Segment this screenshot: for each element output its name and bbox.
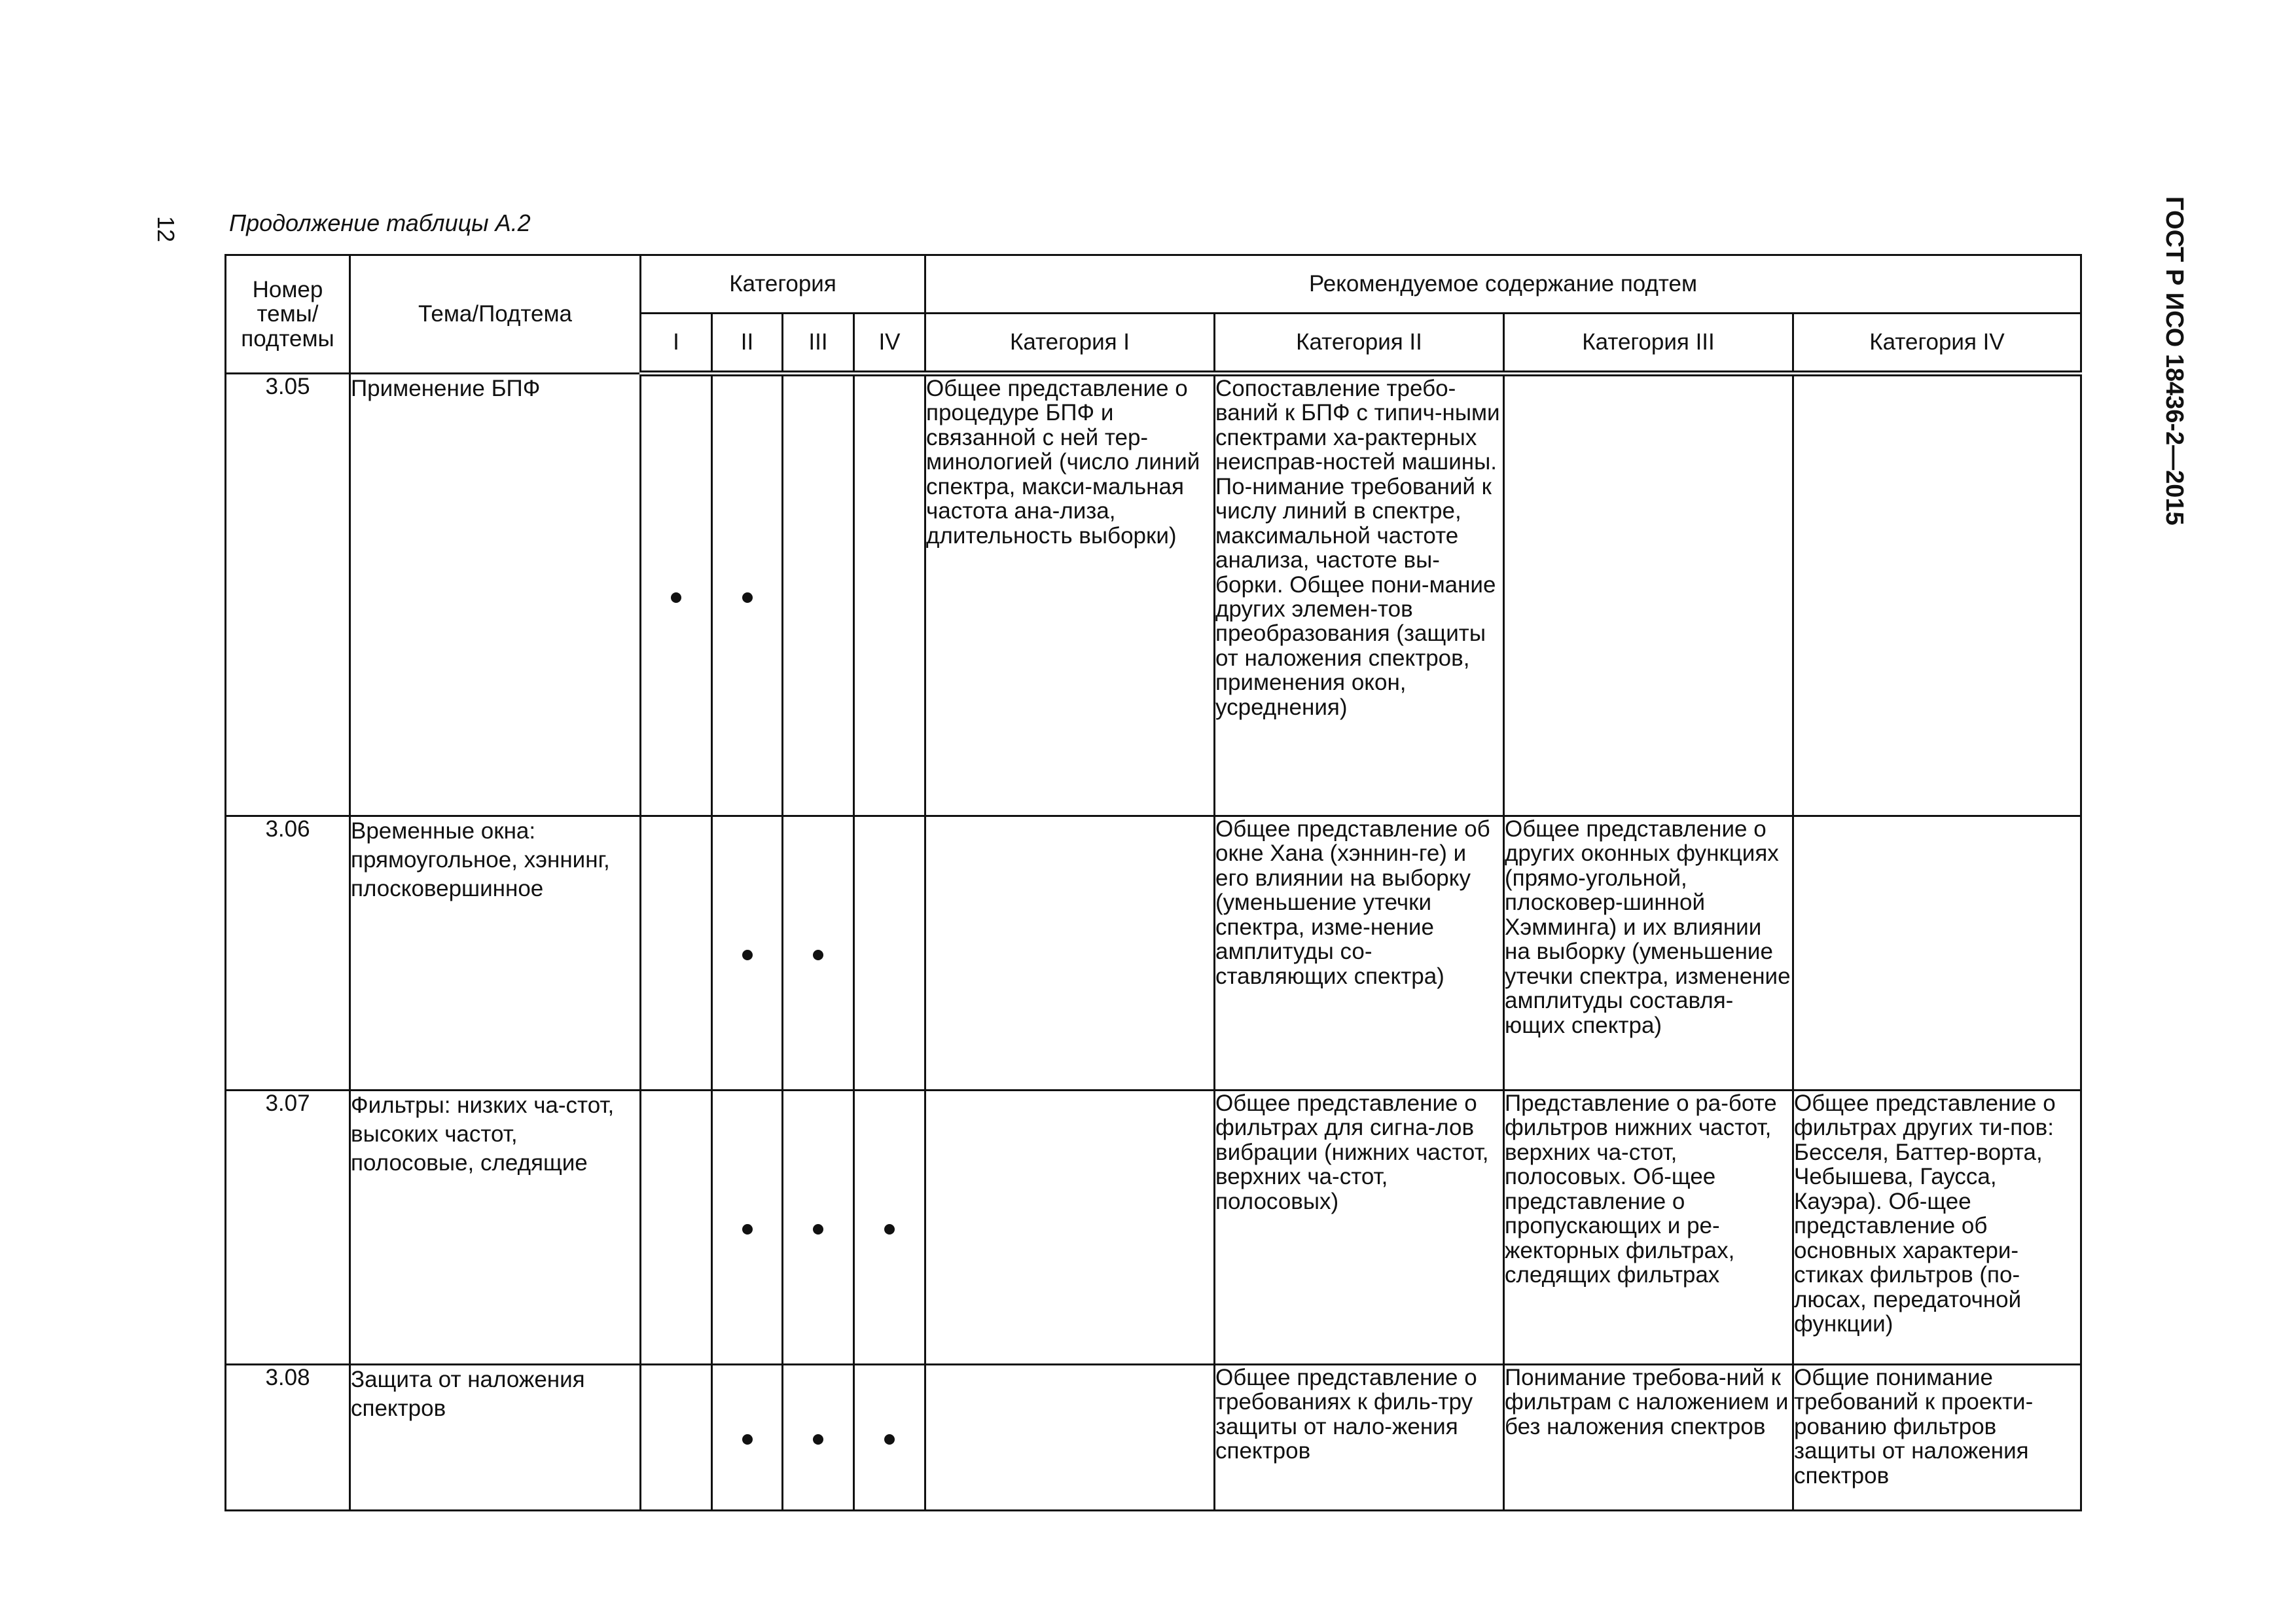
topic-number: 3.08 [226,1365,350,1511]
header-content-category-4: Категория IV [1793,314,2081,374]
table-row [226,1091,2081,1365]
content-category-2: Общее представление об окне Хана (хэннин-ге) и его влиянии на выборку (уменьшение утечки спектра, изме-нение амплитуды со-ставляющих спектра) [1215,816,1504,1091]
table-row [226,1365,2081,1511]
content-category-4: Общие понимание требований к проекти-рованию фильтров защиты от наложения спектров [1793,1365,2081,1511]
bullet-dot [813,950,823,960]
category-mark-cell [854,374,925,816]
header-content-category-3: Категория III [1504,314,1793,374]
content-category-1 [925,1365,1215,1511]
category-mark-cell [712,1365,783,1511]
topic-number: 3.06 [226,816,350,1091]
category-mark-cell [854,1365,925,1511]
header-level-1: I [641,314,712,374]
category-mark-cell [783,1365,854,1511]
topic-title: Фильтры: низких ча-стот, высоких частот, полосовые, следящие [350,1091,641,1365]
category-mark-cell [854,1091,925,1365]
topic-title: Применение БПФ [350,374,641,816]
category-mark-cell [641,374,712,816]
category-mark-cell [783,374,854,816]
content-category-3: Понимание требова-ний к фильтрам с наложением и без наложения спектров [1504,1365,1793,1511]
content-category-4: Общее представление о фильтрах других ти-пов: Бесселя, Баттер-ворта, Чебышева, Гаусса, Кауэра). Об-щее представление об основных характери-стиках фильтров (по-люсах, передаточной функции) [1793,1091,2081,1365]
header-category: Категория [641,255,925,314]
table-row [226,374,2081,816]
bullet-dot [742,1434,753,1445]
category-mark-cell [641,816,712,1091]
category-mark-cell [783,816,854,1091]
content-category-3: Общее представление о других оконных функциях (прямо-угольной, плосковер-шинной Хэмминга) и их влиянии на выборку (уменьшение утечки спектра, изменение амплитуды составля-ющих спектра) [1504,816,1793,1091]
bullet-dot [742,592,753,603]
category-mark-cell [783,1091,854,1365]
category-mark-cell [712,816,783,1091]
bullet-dot [671,592,681,603]
category-mark-cell [854,816,925,1091]
bullet-dot [813,1434,823,1445]
category-mark-cell [641,1365,712,1511]
bullet-dot [742,1224,753,1235]
content-category-4 [1793,374,2081,816]
content-category-2: Общее представление о требованиях к филь-тру защиты от нало-жения спектров [1215,1365,1504,1511]
topic-number: 3.07 [226,1091,350,1365]
content-category-3 [1504,374,1793,816]
content-category-3: Представление о ра-боте фильтров нижних частот, верхних ча-стот, полосовых. Об-щее представление о пропускающих и ре-жекторных фильтрах, следящих фильтрах [1504,1091,1793,1365]
content-category-2: Сопоставление требо-ваний к БПФ с типич-ными спектрами ха-рактерных неисправ-ностей машины. По-нимание требований к числу линий в спектре, максимальной частоте анализа, частоте вы-борки. Общее пони-мание других элемен-тов преобразования (защиты от наложения спектров, применения окон, усреднения) [1215,374,1504,816]
topic-title: Защита от наложения спектров [350,1365,641,1511]
bullet-dot [813,1224,823,1235]
header-level-3: III [783,314,854,374]
bullet-dot [884,1224,895,1235]
topic-number: 3.05 [226,374,350,816]
category-mark-cell [712,374,783,816]
table-row [226,816,2081,1091]
page-number: 12 [152,216,179,243]
content-category-1: Общее представление о процедуре БПФ и связанной с ней тер-минологией (число линий спектра, макси-мальная частота ана-лиза, длительность выборки) [925,374,1215,816]
content-category-2: Общее представление о фильтрах для сигна-лов вибрации (нижних частот, верхних ча-стот, полосовых) [1215,1091,1504,1365]
category-mark-cell [641,1091,712,1365]
header-content-category-2: Категория II [1215,314,1504,374]
header-level-4: IV [854,314,925,374]
bullet-dot [884,1434,895,1445]
header-number: Номер темы/ подтемы [226,255,350,374]
header-level-2: II [712,314,783,374]
content-category-1 [925,816,1215,1091]
topics-table [224,254,2082,1511]
category-mark-cell [712,1091,783,1365]
table-caption: Продолжение таблицы А.2 [229,209,531,236]
bullet-dot [742,950,753,960]
document-code: ГОСТ Р ИСО 18436-2—2015 [2161,196,2188,526]
header-content-category-1: Категория I [925,314,1215,374]
content-category-1 [925,1091,1215,1365]
header-recommended-content: Рекомендуемое содержание подтем [925,255,2081,314]
header-topic: Тема/Подтема [350,255,641,374]
content-category-4 [1793,816,2081,1091]
topic-title: Временные окна: прямоугольное, хэннинг, плосковершинное [350,816,641,1091]
